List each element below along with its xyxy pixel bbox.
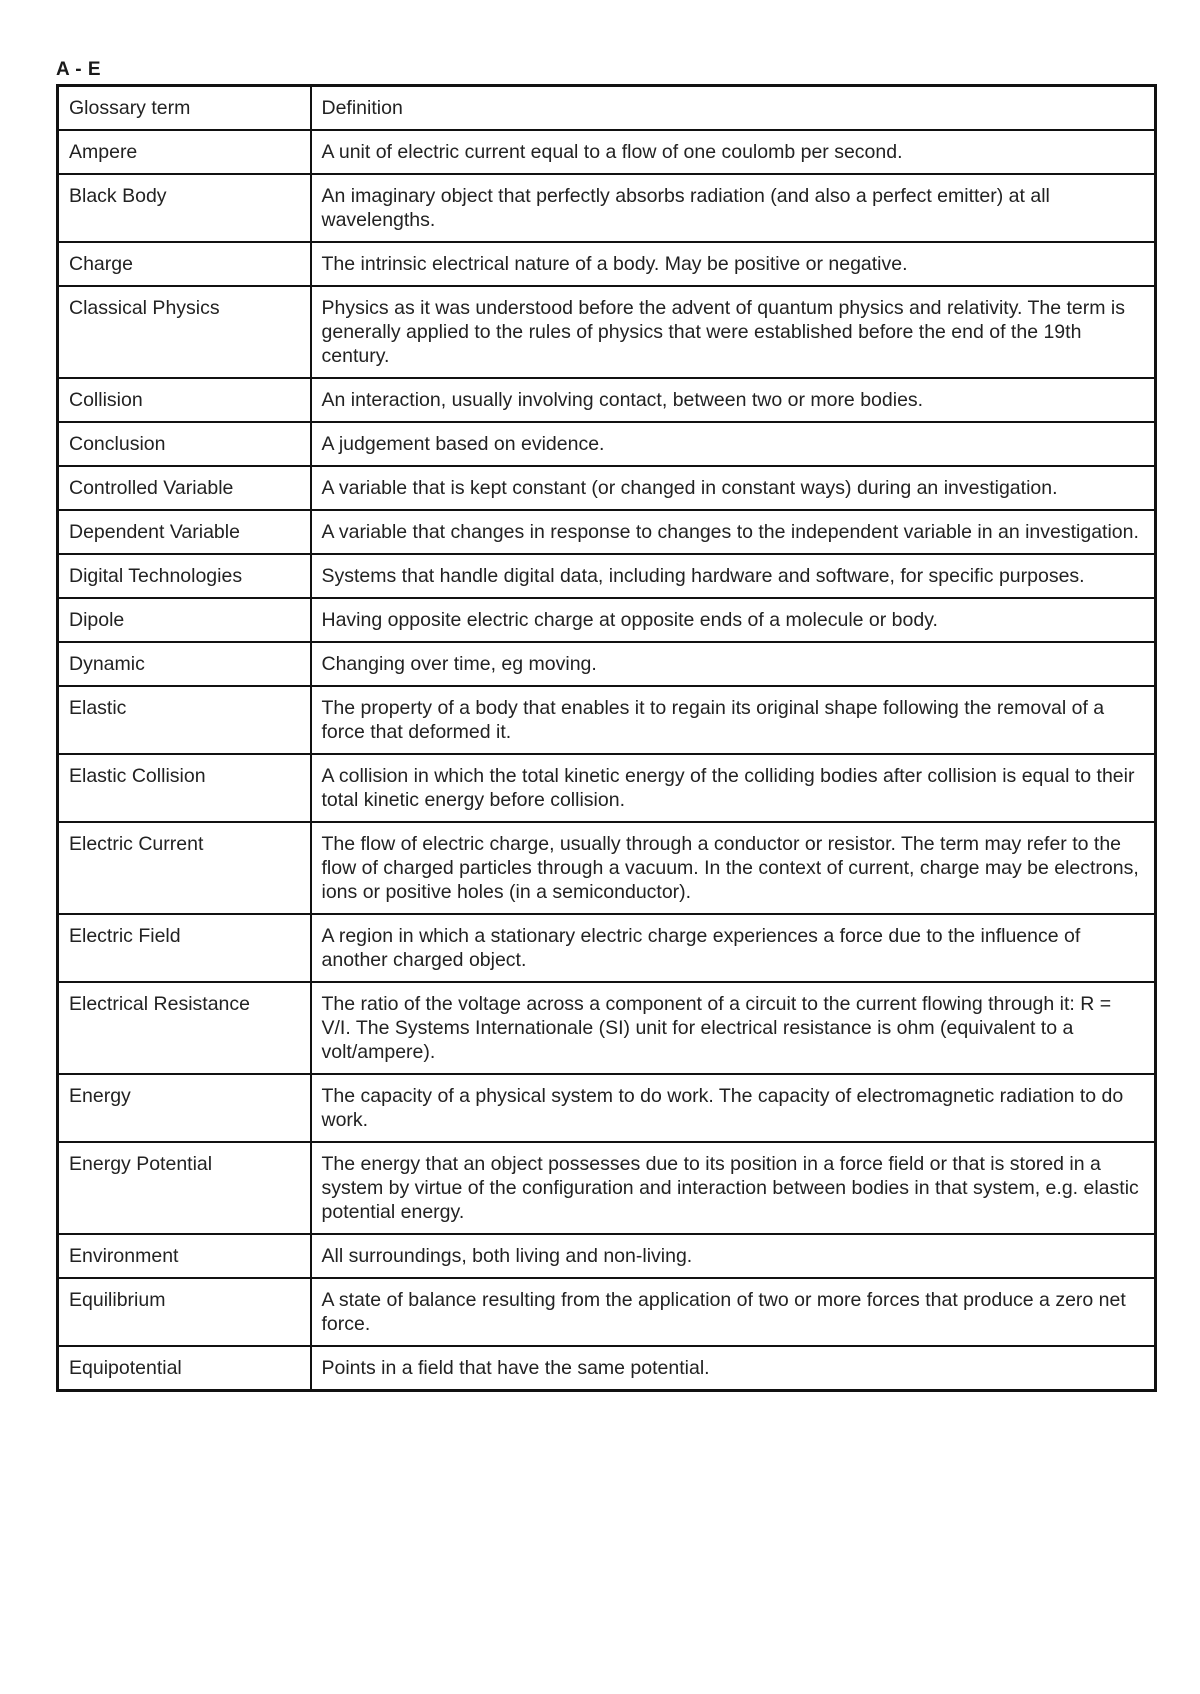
table-row — [58, 822, 1156, 914]
glossary-term-cell: Dependent Variable — [58, 510, 311, 554]
glossary-term-cell: Conclusion — [58, 422, 311, 466]
glossary-term-cell: Elastic — [58, 686, 311, 754]
glossary-table-body — [58, 86, 1156, 1391]
table-row — [58, 130, 1156, 174]
glossary-definition-cell: A variable that changes in response to changes to the independent variable in an investigation. — [311, 510, 1156, 554]
glossary-term-cell: Charge — [58, 242, 311, 286]
glossary-term-cell: Dipole — [58, 598, 311, 642]
table-row — [58, 174, 1156, 242]
glossary-term-cell: Equipotential — [58, 1346, 311, 1391]
glossary-term-cell: Black Body — [58, 174, 311, 242]
glossary-definition-cell: Having opposite electric charge at opposite ends of a molecule or body. — [311, 598, 1156, 642]
glossary-term-cell: Energy — [58, 1074, 311, 1142]
glossary-definition-cell: A state of balance resulting from the application of two or more forces that produce a zero net force. — [311, 1278, 1156, 1346]
column-header-term: Glossary term — [58, 86, 311, 131]
glossary-table — [56, 84, 1157, 1392]
table-row — [58, 914, 1156, 982]
table-row — [58, 466, 1156, 510]
glossary-definition-cell: A judgement based on evidence. — [311, 422, 1156, 466]
glossary-term-cell: Electrical Resistance — [58, 982, 311, 1074]
table-row — [58, 598, 1156, 642]
table-row — [58, 686, 1156, 754]
glossary-term-cell: Electric Current — [58, 822, 311, 914]
glossary-term-cell: Dynamic — [58, 642, 311, 686]
glossary-term-cell: Equilibrium — [58, 1278, 311, 1346]
table-row — [58, 642, 1156, 686]
glossary-term-cell: Classical Physics — [58, 286, 311, 378]
glossary-term-cell: Elastic Collision — [58, 754, 311, 822]
glossary-definition-cell: The property of a body that enables it to regain its original shape following the removal of a force that deformed it. — [311, 686, 1156, 754]
glossary-definition-cell: The flow of electric charge, usually through a conductor or resistor. The term may refer to the flow of charged particles through a vacuum. In the context of current, charge may be electrons, ions or positive holes (in a semiconductor). — [311, 822, 1156, 914]
glossary-term-cell: Collision — [58, 378, 311, 422]
table-row — [58, 1074, 1156, 1142]
glossary-definition-cell: The intrinsic electrical nature of a body. May be positive or negative. — [311, 242, 1156, 286]
table-row — [58, 1278, 1156, 1346]
table-header-row — [58, 86, 1156, 131]
table-row — [58, 1234, 1156, 1278]
glossary-term-cell: Controlled Variable — [58, 466, 311, 510]
glossary-definition-cell: All surroundings, both living and non-living. — [311, 1234, 1156, 1278]
glossary-definition-cell: Changing over time, eg moving. — [311, 642, 1156, 686]
table-row — [58, 1346, 1156, 1391]
table-row — [58, 554, 1156, 598]
glossary-definition-cell: Systems that handle digital data, including hardware and software, for specific purposes. — [311, 554, 1156, 598]
table-row — [58, 510, 1156, 554]
glossary-definition-cell: The capacity of a physical system to do work. The capacity of electromagnetic radiation to do work. — [311, 1074, 1156, 1142]
glossary-definition-cell: Physics as it was understood before the advent of quantum physics and relativity. The term is generally applied to the rules of physics that were established before the end of the 19th century. — [311, 286, 1156, 378]
glossary-term-cell: Energy Potential — [58, 1142, 311, 1234]
glossary-term-cell: Digital Technologies — [58, 554, 311, 598]
document-page — [56, 58, 1154, 1392]
table-row — [58, 982, 1156, 1074]
glossary-term-cell: Electric Field — [58, 914, 311, 982]
glossary-definition-cell: An imaginary object that perfectly absorbs radiation (and also a perfect emitter) at all wavelengths. — [311, 174, 1156, 242]
glossary-definition-cell: A variable that is kept constant (or changed in constant ways) during an investigation. — [311, 466, 1156, 510]
table-row — [58, 422, 1156, 466]
table-row — [58, 754, 1156, 822]
glossary-definition-cell: A unit of electric current equal to a flow of one coulomb per second. — [311, 130, 1156, 174]
column-header-definition: Definition — [311, 86, 1156, 131]
glossary-definition-cell: An interaction, usually involving contact, between two or more bodies. — [311, 378, 1156, 422]
glossary-definition-cell: The ratio of the voltage across a component of a circuit to the current flowing through it: R = V/I. The Systems Internationale (SI) unit for electrical resistance is ohm (equivalent to a volt/ampere). — [311, 982, 1156, 1074]
table-row — [58, 378, 1156, 422]
glossary-definition-cell: A collision in which the total kinetic energy of the colliding bodies after collision is equal to their total kinetic energy before collision. — [311, 754, 1156, 822]
table-row — [58, 286, 1156, 378]
section-heading: A - E — [56, 59, 102, 80]
table-row — [58, 1142, 1156, 1234]
glossary-definition-cell: Points in a field that have the same potential. — [311, 1346, 1156, 1391]
glossary-definition-cell: The energy that an object possesses due to its position in a force field or that is stored in a system by virtue of the configuration and interaction between bodies in that system, e.g. elastic potential energy. — [311, 1142, 1156, 1234]
glossary-term-cell: Environment — [58, 1234, 311, 1278]
table-row — [58, 242, 1156, 286]
glossary-definition-cell: A region in which a stationary electric charge experiences a force due to the influence of another charged object. — [311, 914, 1156, 982]
glossary-term-cell: Ampere — [58, 130, 311, 174]
